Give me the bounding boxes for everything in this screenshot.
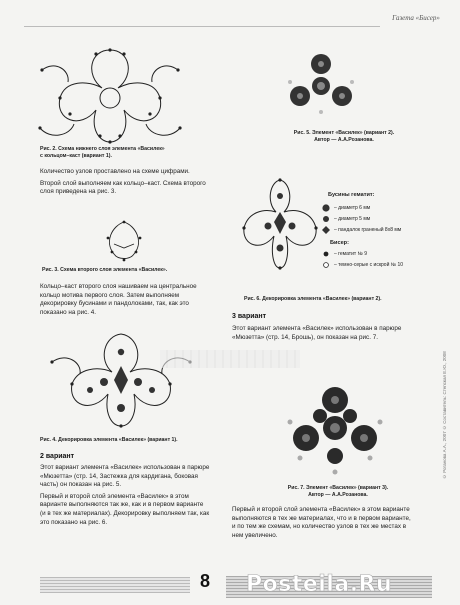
legend-item-pendant: – пандалок граненый 8х8 мм [322,226,401,234]
text-block-2 [40,283,210,320]
legend-item-grey: – темно-серые с искрой № 10 [322,261,403,269]
page-number: 8 [200,571,211,591]
text-block-3 [40,464,210,530]
text-block-1 [40,168,210,200]
heading-variant-2: 2 вариант [40,453,75,460]
footer-stripe [40,577,190,593]
fig2-caption: Рис. 2. Схема нижнего слоя элемента «Василек» с кольцом–каст (вариант 1). [40,146,165,159]
pendant-icon [322,226,330,234]
text-block-5 [232,506,412,543]
paragraph-6: Этот вариант элемента «Василек» использован в парюре «Мюзетта» (стр. 14, Брошь), он показан на рис. 7. [232,325,402,341]
fig5-caption: Рис. 5. Элемент «Василек» (вариант 2). Автор — А.А.Розанова. [293,130,395,143]
fig5-photo [278,46,364,124]
fig7-photo [270,378,400,478]
fig7-caption: Рис. 7. Элемент «Василек» (вариант 3). Автор — А.А.Розанова. [287,485,389,498]
paragraph-4: Этот вариант элемента «Василек» использован в парюре «Мюзетта» (стр. 14, Застежка для кардигана, боковая часть) он показан на рис. 5. [40,464,210,489]
paragraph-7: Первый и второй слой элемента «Василек» в этом варианте выполняются в тех же материалах, что и в первом варианте, и по тем же схемам, но количество узлов в тех же местах в нем увеличено. [232,506,411,539]
text-block-4 [232,325,412,345]
paragraph-3: Кольцо–каст второго слоя нашиваем на центральное кольцо мотива первого слоя. Затем выполняем декорировку бусинами и пандолоками, так, как это показано на рис. 4. [40,283,197,316]
fig6-caption: Рис. 6. Декорировка элемента «Василек» (вариант 2). [244,296,382,302]
legend-item-hematite: – гематит № 9 [322,250,367,258]
seed-bead-hematite-icon [322,250,330,258]
header-logo: Газета «Бисер» [392,14,440,22]
heading-variant-3: 3 вариант [232,313,267,320]
seed-bead-grey-icon [322,261,330,269]
bead-6mm-icon [322,204,330,212]
paragraph-1: Количество узлов проставлено на схеме цифрами. [40,168,190,175]
faint-background-text [160,350,300,368]
legend-item-5mm: – диаметр 5 мм [322,215,370,223]
fig2-tatting-scheme [30,40,190,148]
legend-beads-title: Бусины гематит: [328,192,375,198]
bead-5mm-icon [322,215,330,223]
footer-watermark-logo: Posteila.Ru [246,572,393,597]
side-copyright-text: © Роганова А.А., 2007 © Составитель: Степская Е.Ю., 2008 [442,351,447,479]
paragraph-2: Второй слой выполняем как кольцо–каст. Схема второго слоя приведена на рис. 3. [40,179,206,196]
legend-seed-beads-title: Бисер: [330,240,349,246]
header-rule [24,26,380,27]
fig4-caption: Рис. 4. Декорировка элемента «Василек» (вариант 1). [40,437,178,443]
paragraph-5: Первый и второй слой элемента «Василек» в этом варианте выполняются так же, как и в первом варианте (и в тех же материалах). Декорировку выполняем так, как это показано на рис. 6. [40,492,210,526]
fig4-decoration-scheme [46,328,196,432]
legend-item-6mm: – диаметр 6 мм [322,204,370,212]
fig3-tatting-scheme [94,218,154,266]
fig6-decoration-scheme [234,172,326,296]
fig3-caption: Рис. 3. Схема второго слоя элемента «Василек». [42,267,168,273]
